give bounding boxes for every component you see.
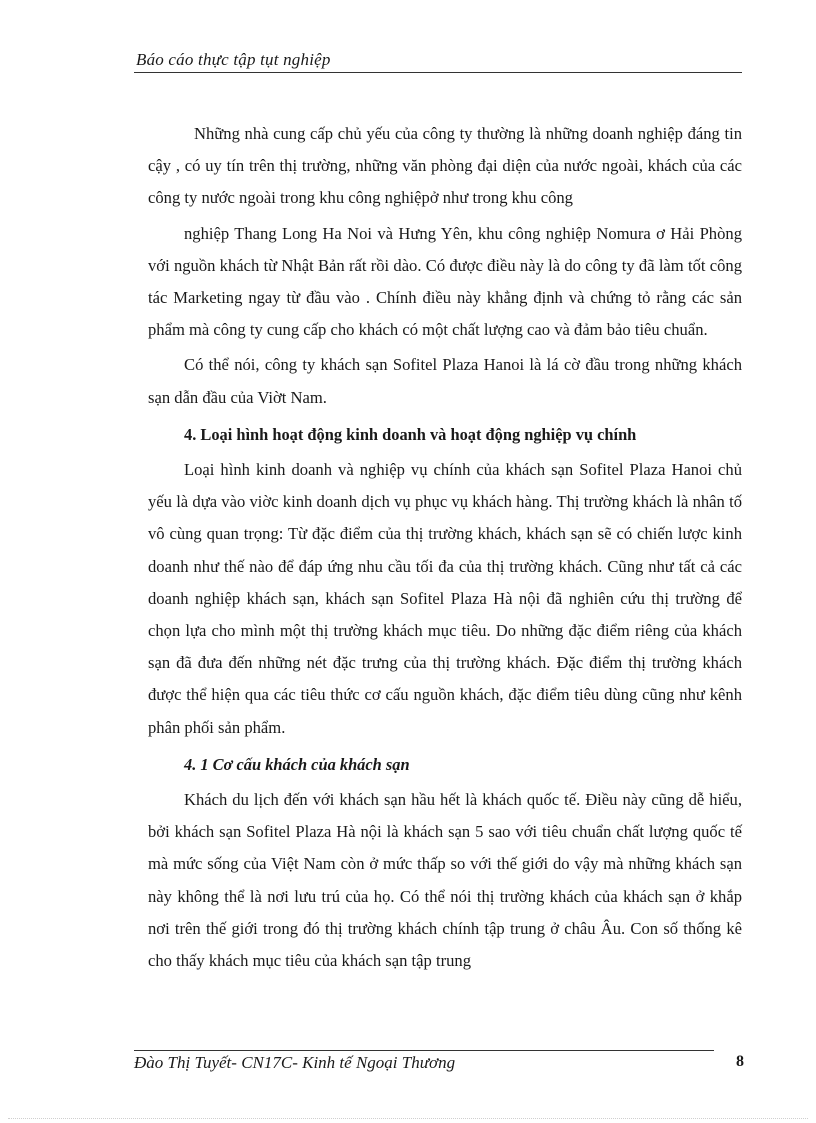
footer-divider xyxy=(134,1050,714,1051)
paragraph-guest-structure: Khách du lịch đến với khách sạn hầu hết là khách quốc tế. Điều này cũng dễ hiểu, bởi khách sạn Sofitel Plaza Hà nội là khách sạn 5 sao với tiêu chuẩn chất lượng quốc tế mà mức sống của Việt Nam còn ở mức thấp so với thế giới do vậy mà những khách sạn này không thể là nơi lưu trú của họ. Có thể nói thị trường khách của khách sạn ở khắp nơi trên thế giới trong đó thị trường khách chính tập trung ở châu Âu. Con số thống kê cho thấy khách mục tiêu của khách sạn tập trung xyxy=(148,790,742,971)
document-body xyxy=(148,118,742,977)
footer-author: Đào Thị Tuyết- CN17C- Kinh tế Ngoại Thương xyxy=(134,1053,456,1072)
paragraph-industrial-zones: nghiệp Thang Long Ha Noi và Hưng Yên, khu công nghiệp Nomura ơ Hải Phòng với nguồn khách từ Nhật Bản rất rồi dào. Có được điều này là do công ty đã làm tốt công tác Marketing ngay từ đầu vào . Chính điều này khẳng định và chứng tỏ rằng các sản phẩm mà công ty cung cấp cho khách có một chất lượng cao và đảm bảo tiêu chuẩn. xyxy=(148,223,742,340)
subsection-heading-guest-structure: 4. 1 Cơ cấu khách của khách sạn xyxy=(184,754,410,774)
paragraph-suppliers: Những nhà cung cấp chủ yếu của công ty thường là những doanh nghiệp đáng tin cậy , có uy tín trên thị trường, những văn phòng đại diện của nước ngoài, khách của các công ty nước ngoài trong khu công nghiệpở như trong khu công xyxy=(148,124,742,208)
paragraph-business-types: Loại hình kinh doanh và nghiệp vụ chính của khách sạn Sofitel Plaza Hanoi chủ yếu là dựa vào viờc kinh doanh dịch vụ phục vụ khách hàng. Thị trường khách là nhân tố vô cùng quan trọng: Từ đặc điểm của thị trường khách, khách sạn sẽ có chiến lược kinh doanh như thế nào để đáp ứng nhu cầu tối đa của thị trường khách. Cũng như tất cả các doanh nghiệp khách sạn, khách sạn Sofitel Plaza Hà nội đã nghiên cứu thị trường để chọn lựa cho mình một thị trường khách mục tiêu. Do những đặc điểm riêng của khách sạn đã đưa đến những nét đặc trưng của thị trường khách. Đặc điểm thị trường khách được thể hiện qua các tiêu thức cơ cấu nguồn khách, đặc điểm tiêu dùng cũng như kênh phân phối sản phẩm. xyxy=(148,460,742,737)
page-number: 8 xyxy=(736,1053,744,1070)
page-header xyxy=(134,48,742,73)
section-heading-business-types: 4. Loại hình hoạt động kinh doanh và hoạt động nghiệp vụ chính xyxy=(184,424,637,444)
page-edge-divider xyxy=(8,1118,808,1119)
paragraph-leading-hotel: Có thể nói, công ty khách sạn Sofitel Plaza Hanoi là lá cờ đầu trong những khách sạn dẫn đầu của Viờt Nam. xyxy=(148,355,742,407)
header-title: Báo cáo thực tập tụt nghiệp xyxy=(136,50,331,69)
